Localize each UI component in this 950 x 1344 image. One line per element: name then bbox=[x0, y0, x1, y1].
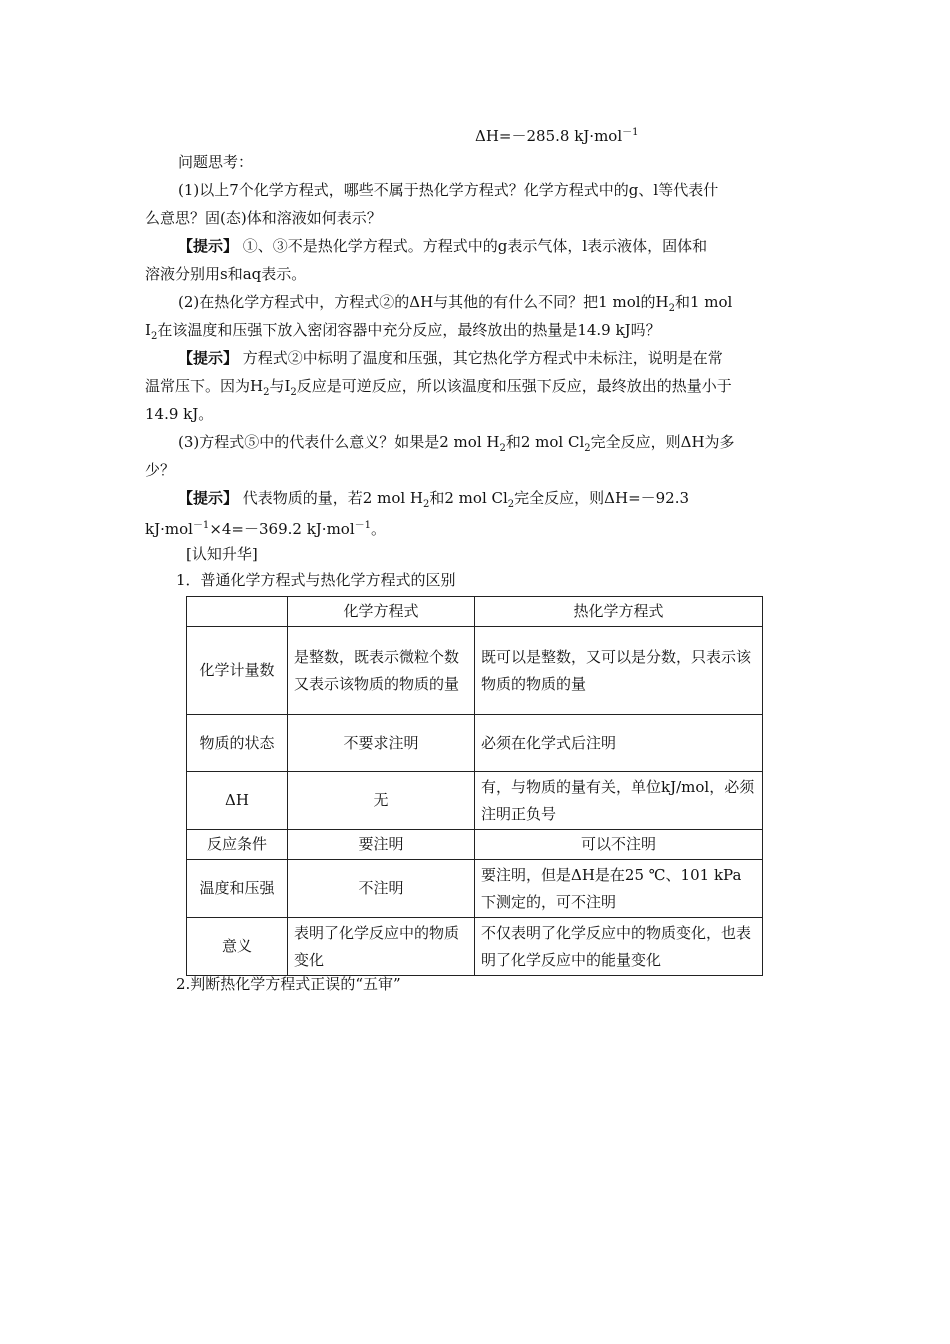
hint-label: 【提示】 bbox=[178, 489, 239, 507]
answer-1-text: ①、③不是热化学方程式。方程式中的g表示气体，l表示液体，固体和 bbox=[238, 237, 708, 255]
table-cell: 不注明 bbox=[288, 860, 475, 918]
q3-sub-2: 2 bbox=[584, 443, 591, 454]
q2-text-b: 和1 mol bbox=[674, 293, 733, 311]
table-cell: 可以不注明 bbox=[475, 830, 763, 860]
table-cell: 不仅表明了化学反应中的物质变化，也表明了化学反应中的能量变化 bbox=[475, 918, 763, 976]
table-row bbox=[187, 627, 763, 715]
table-row-label: 反应条件 bbox=[187, 830, 288, 860]
a2-text-c: 反应是可逆反应，所以该温度和压强下反应，最终放出的热量小于 bbox=[296, 377, 732, 395]
a2-text-b: 与I bbox=[269, 377, 291, 395]
table-row-label: 温度和压强 bbox=[187, 860, 288, 918]
answer-2-line-3: 14.9 kJ。 bbox=[145, 405, 214, 423]
section-label: [认知升华] bbox=[186, 545, 258, 563]
question-3-line-2: 少？ bbox=[145, 461, 176, 479]
a3-text-d: kJ·mol bbox=[145, 520, 193, 538]
a3-sub-1: 2 bbox=[423, 499, 430, 510]
a3-text-b: 和2 mol Cl bbox=[429, 489, 508, 507]
table-header-cell bbox=[187, 597, 288, 627]
table-row bbox=[187, 772, 763, 830]
q3-text-c: 完全反应，则ΔH为多 bbox=[590, 433, 735, 451]
a3-sup-1: －1 bbox=[192, 520, 210, 531]
table-header-cell: 热化学方程式 bbox=[475, 597, 763, 627]
q2-sub-2: 2 bbox=[150, 331, 158, 342]
table-cell: 无 bbox=[288, 772, 475, 830]
question-3-line-1 bbox=[178, 432, 735, 459]
q2-text-a: (2)在热化学方程式中，方程式②的ΔH与其他的有什么不同？把1 mol的H bbox=[178, 293, 669, 311]
table-cell: 是整数，既表示微粒个数又表示该物质的物质的量 bbox=[288, 627, 475, 715]
a2-sub-1: 2 bbox=[263, 387, 270, 398]
answer-2-line-2 bbox=[145, 376, 732, 403]
question-2-line-1 bbox=[178, 292, 732, 319]
table-cell: 不要求注明 bbox=[288, 715, 475, 772]
a3-sup-2: －1 bbox=[354, 520, 372, 531]
question-heading: 问题思考： bbox=[178, 153, 254, 171]
a2-sub-2: 2 bbox=[290, 387, 297, 398]
q3-sub-1: 2 bbox=[499, 443, 506, 454]
q3-text-b: 和2 mol Cl bbox=[505, 433, 585, 451]
table-cell: 要注明 bbox=[288, 830, 475, 860]
formula-sup: －1 bbox=[622, 127, 639, 138]
a3-sub-2: 2 bbox=[507, 499, 515, 510]
a3-text-c: 完全反应，则ΔH=－92.3 bbox=[514, 489, 690, 507]
point-1-heading: 1．普通化学方程式与热化学方程式的区别 bbox=[176, 571, 456, 589]
answer-3-line-1 bbox=[178, 488, 689, 515]
table-row bbox=[187, 918, 763, 976]
a3-text-a: 代表物质的量，若2 mol H bbox=[238, 489, 423, 507]
q2-text-d: 在该温度和压强下放入密闭容器中充分反应，最终放出的热量是14.9 kJ吗？ bbox=[157, 321, 661, 339]
answer-3-line-2 bbox=[145, 516, 386, 539]
table-row-label: ΔH bbox=[187, 772, 288, 830]
table-cell: 要注明，但是ΔH是在25 ℃、101 kPa下测定的，可不注明 bbox=[475, 860, 763, 918]
answer-1-line-1 bbox=[178, 236, 707, 256]
a2-text-a: 温常压下。因为H bbox=[145, 377, 264, 395]
hint-label: 【提示】 bbox=[178, 237, 239, 255]
q3-text-a: (3)方程式⑤中的代表什么意义？如果是2 mol H bbox=[178, 433, 500, 451]
table-cell: 表明了化学反应中的物质变化 bbox=[288, 918, 475, 976]
question-1-line-1: (1)以上7个化学方程式，哪些不属于热化学方程式？化学方程式中的g、l等代表什 bbox=[178, 181, 719, 199]
table-cell: 必须在化学式后注明 bbox=[475, 715, 763, 772]
table-row-label: 化学计量数 bbox=[187, 627, 288, 715]
top-formula bbox=[475, 123, 639, 146]
point-2-heading: 2.判断热化学方程式正误的“五审” bbox=[176, 975, 401, 993]
table-row-label: 物质的状态 bbox=[187, 715, 288, 772]
answer-2-line-1 bbox=[178, 348, 723, 368]
table-header-cell: 化学方程式 bbox=[288, 597, 475, 627]
formula-text: ΔH=－285.8 kJ·mol bbox=[475, 127, 623, 145]
q2-sub: 2 bbox=[668, 303, 675, 314]
answer-1-line-2: 溶液分别用s和aq表示。 bbox=[145, 265, 307, 283]
table-row bbox=[187, 715, 763, 772]
answer-2-text: 方程式②中标明了温度和压强，其它热化学方程式中未标注，说明是在常 bbox=[238, 349, 723, 367]
comparison-table bbox=[186, 596, 763, 976]
table-cell: 既可以是整数，又可以是分数，只表示该物质的物质的量 bbox=[475, 627, 763, 715]
table-cell: 有，与物质的量有关，单位kJ/mol，必须注明正负号 bbox=[475, 772, 763, 830]
question-1-line-2: 么意思？固(态)体和溶液如何表示？ bbox=[145, 209, 382, 227]
a3-text-f: 。 bbox=[371, 520, 387, 538]
a3-text-e: ×4=－369.2 kJ·mol bbox=[209, 520, 355, 538]
question-2-line-2 bbox=[145, 320, 661, 347]
table-row bbox=[187, 830, 763, 860]
q2-text-c: I bbox=[145, 321, 151, 339]
table-header-row bbox=[187, 597, 763, 627]
hint-label: 【提示】 bbox=[178, 349, 239, 367]
table-row bbox=[187, 860, 763, 918]
table-row-label: 意义 bbox=[187, 918, 288, 976]
